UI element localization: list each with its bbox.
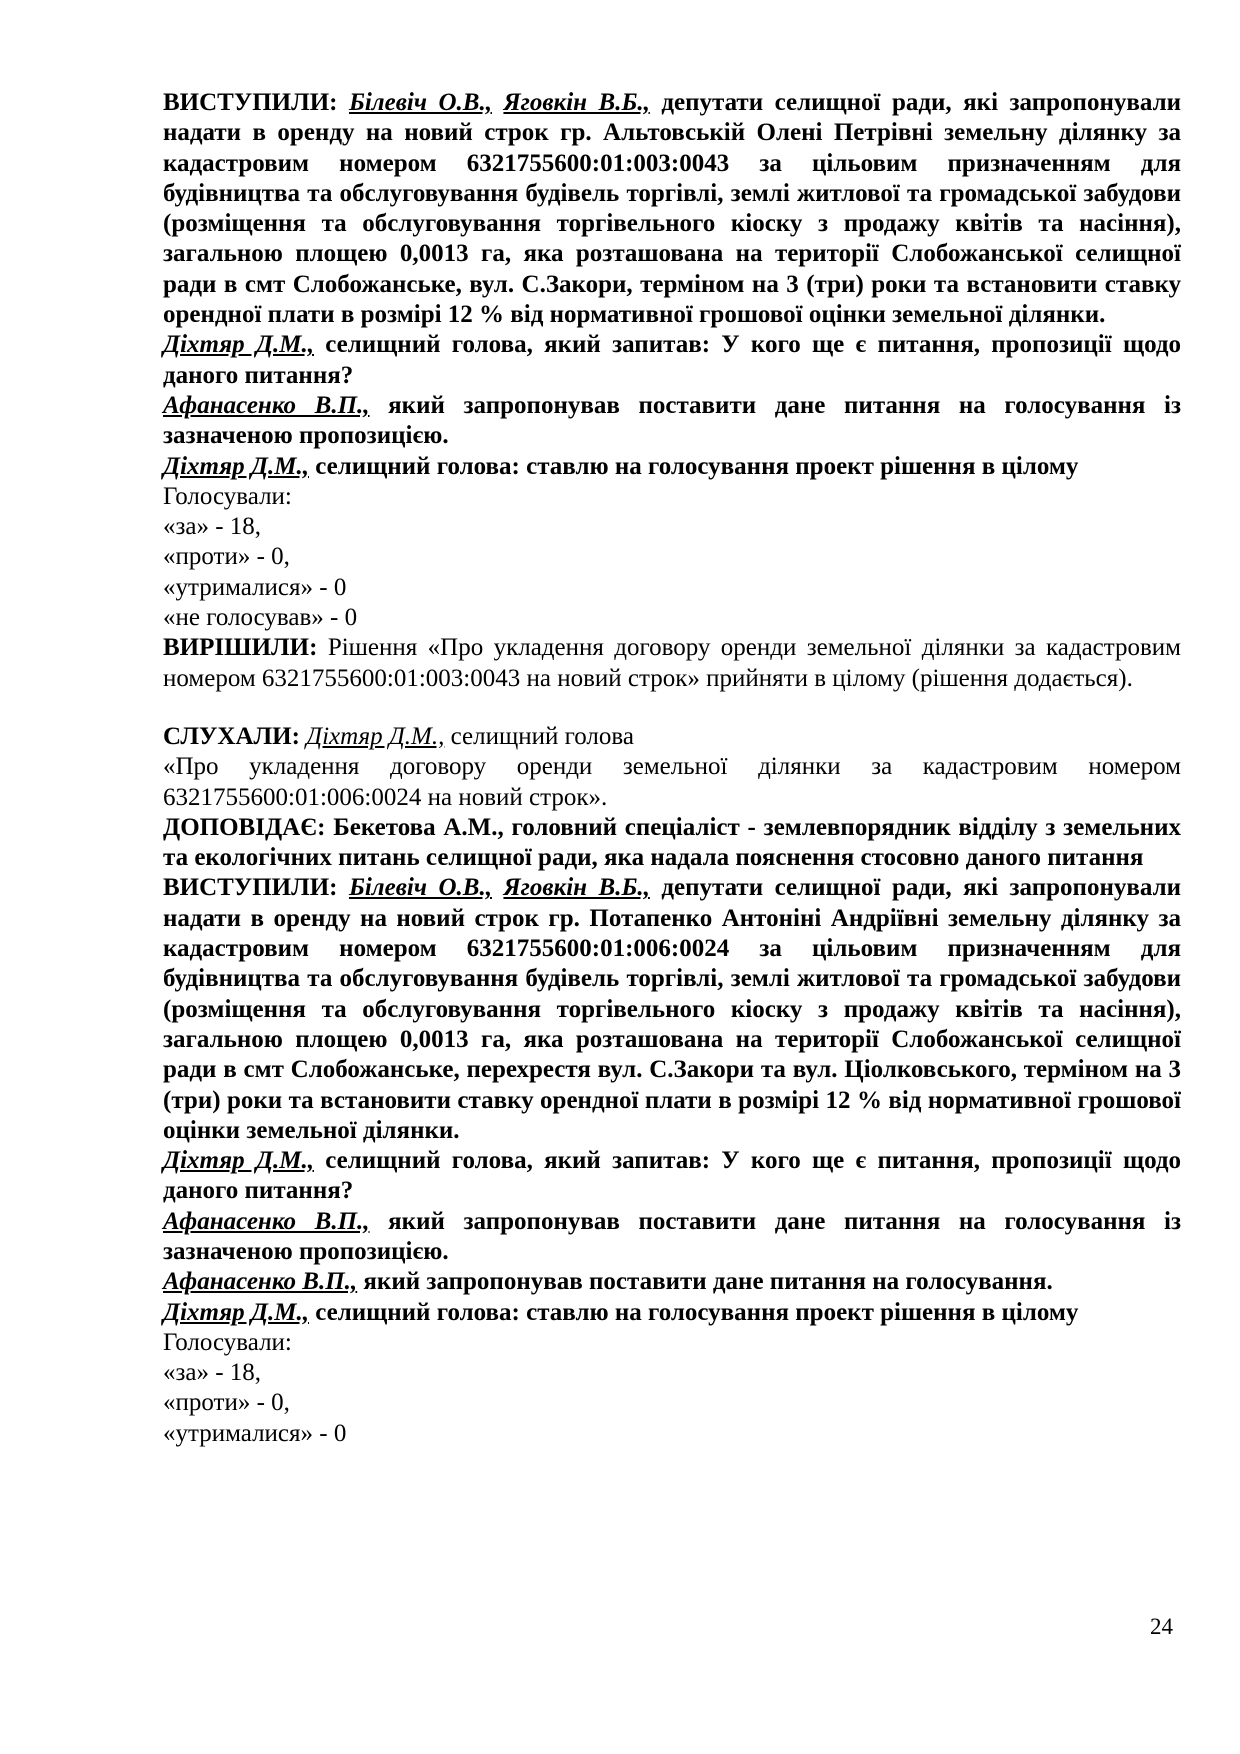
speech-text: який запропонував поставити дане питання на голосування із зазначеною пропозицією. <box>163 391 1182 450</box>
speaker-name: Діхтяр Д.М., <box>163 1298 309 1326</box>
speech-text: селищний голова, який запитав: У кого ще є питання, пропозиції щодо даного питання? <box>163 1147 1181 1205</box>
section-label: ВИРІШИЛИ: <box>163 634 318 662</box>
page-number: 24 <box>1150 1614 1173 1639</box>
speaker-name: Білевіч О.В., <box>348 89 492 116</box>
section-label: ВИСТУПИЛИ: <box>163 874 338 902</box>
speaker-name: Афанасенко В.П., <box>163 1268 358 1296</box>
speaker-name: Афанасенко В.П., <box>163 1207 370 1235</box>
report-text: Бекетова А.М., головний спеціаліст - землевпорядник відділу з земельних та екологічних питань селищної ради, яка надала пояснення стосовно даного питання <box>163 813 1181 872</box>
question-paragraph <box>163 1146 1181 1207</box>
question-paragraph <box>163 330 1181 391</box>
voted-label: Голосували: <box>163 482 292 510</box>
proposal-paragraph <box>163 391 1181 452</box>
speech-text: селищний голова, який запитав: У кого ще є питання, пропозиції щодо даного питання? <box>163 331 1181 389</box>
section-label: ВИСТУПИЛИ: <box>163 89 338 116</box>
vote-for: «за» - 18, <box>163 513 262 541</box>
speech-text: депутати селищної ради, які запропонували надати в оренду на новий строк гр. Потапенко Антоніні Андріївні земельну ділянку за кадастровим номером 6321755600:01:006:0024 за цільовим призначенням для будівництва та обслуговування будівель торгівлі, землі житлової та громадської забудови (розміщення та обслуговування торгівельного кіоску з продажу квітів та насіння), загальною площею 0,0013 га, яка розташована на території Слобожанської селищної ради в смт Слобожанське, перехрестя вул. С.Закори та вул. Ціолковського, терміном на 3 (три) роки та встановити ставку орендної плати в розмірі 12 % від нормативної грошової оцінки земельної ділянки. <box>163 874 1181 1144</box>
speech-text: депутати селищної ради, які запропонували надати в оренду на новий строк гр. Альтовській Олені Петрівні земельну ділянку за кадастровим номером 6321755600:01:003:0043 за цільовим призначенням для будівництва та обслуговування будівель торгівлі, землі житлової та громадської забудови (розміщення та обслуговування торгівельного кіоску з продажу квітів та насіння), загальною площею 0,0013 га, яка розташована на території Слобожанської селищної ради в смт Слобожанське, вул. С.Закори, терміном на 3 (три) роки та встановити ставку орендної плати в розмірі 12 % від нормативної грошової оцінки земельної ділянки. <box>163 89 1181 329</box>
speaker-name: Яговкін В.Б., <box>503 89 650 116</box>
document-page <box>163 88 1181 1449</box>
proposal-paragraph <box>163 1207 1181 1268</box>
speaker-name: Афанасенко В.П., <box>163 391 370 419</box>
speech-text: який запропонував поставити дане питання на голосування. <box>363 1268 1053 1296</box>
vote-abstained: «утрималися» - 0 <box>163 573 347 601</box>
speaker-name: Діхтяр Д.М., <box>163 452 309 480</box>
speaker-name: Діхтяр Д.М., <box>163 1147 314 1175</box>
decision-paragraph <box>163 633 1181 694</box>
dopovidaye-paragraph <box>163 813 1181 874</box>
section-label: ДОПОВІДАЄ: <box>163 813 326 841</box>
vote-against: «проти» - 0, <box>163 1389 290 1417</box>
vote-abstained: «утрималися» - 0 <box>163 1419 347 1447</box>
section-label: СЛУХАЛИ: <box>163 722 300 750</box>
speaker-name: Діхтяр Д.М., <box>306 722 445 750</box>
vote-for: «за» - 18, <box>163 1359 262 1387</box>
speaker-name: Білевіч О.В., <box>348 874 492 902</box>
speech-text: селищний голова: ставлю на голосування проект рішення в цілому <box>315 452 1079 480</box>
section-gap <box>163 694 1181 722</box>
speaker-name: Діхтяр Д.М., <box>163 331 314 359</box>
speaker-role: селищний голова <box>450 722 634 750</box>
topic-paragraph: «Про укладення договору оренди земельної ділянки за кадастровим номером 6321755600:01:006:0024 на новий строк». <box>163 753 1181 811</box>
speaker-name: Яговкін В.Б., <box>503 874 650 902</box>
speech-text: який запропонував поставити дане питання на голосування із зазначеною пропозицією. <box>163 1207 1182 1265</box>
proposal-paragraph <box>163 1267 1181 1297</box>
vystupyly-paragraph <box>163 88 1181 330</box>
vote-call-paragraph <box>163 452 1181 482</box>
voted-label: Голосували: <box>163 1328 292 1356</box>
vote-not-voted: «не голосував» - 0 <box>163 604 358 632</box>
sluhaly-paragraph <box>163 722 1181 752</box>
decision-text: Рішення «Про укладення договору оренди земельної ділянки за кадастровим номером 6321755600:01:003:0043 на новий строк» прийняти в цілому (рішення додається). <box>163 634 1181 692</box>
vystupyly-paragraph <box>163 873 1181 1146</box>
speech-text: селищний голова: ставлю на голосування проект рішення в цілому <box>315 1298 1079 1326</box>
vote-against: «проти» - 0, <box>163 543 290 571</box>
vote-call-paragraph <box>163 1298 1181 1328</box>
